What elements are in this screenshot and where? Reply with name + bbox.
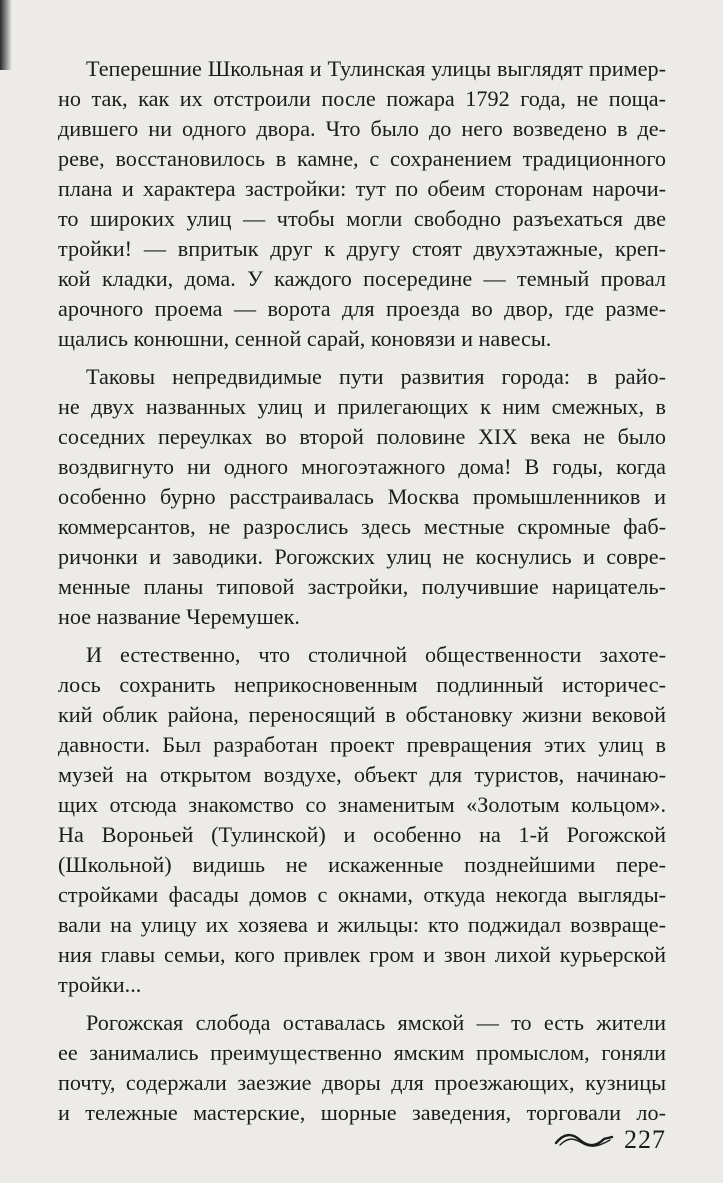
paragraph-gap <box>58 1000 666 1008</box>
text-line: На Вороньей (Тулинской) и особенно на 1-й Рогожской <box>58 822 666 847</box>
paragraph-gap <box>58 354 666 362</box>
page-number: 227 <box>624 1125 666 1154</box>
text-line: лось сохранить неприкосновенным подлинный историчес- <box>58 672 666 697</box>
text-line: плана и характера застройки: тут по обеим сторонам нарочи- <box>58 176 666 201</box>
paragraph <box>58 1008 666 1128</box>
text-line: музей на открытом воздухе, объект для туристов, начинаю- <box>58 762 666 787</box>
paragraph-gap <box>58 632 666 640</box>
text-line: не двух названных улиц и прилегающих к ним смежных, в <box>58 394 666 419</box>
text-line: коммерсантов, не разрослись здесь местные скромные фаб- <box>58 514 666 539</box>
paragraph <box>58 362 666 632</box>
text-line: кий облик района, переносящий в обстановку жизни вековой <box>58 702 666 727</box>
text-line: И естественно, что столичной общественности захоте- <box>86 642 666 667</box>
text-line: вали на улицу их хозяева и жильцы: кто поджидал возвраще- <box>58 912 666 937</box>
text-line: Таковы непредвидимые пути развития города: в райо- <box>86 364 666 389</box>
text-line: реве, восстановилось в камне, с сохранением традиционного <box>58 146 666 171</box>
page-footer <box>540 1120 666 1160</box>
text-line: менные планы типовой застройки, получившие нарицатель- <box>58 574 666 599</box>
text-line: дившего ни одного двора. Что было до него возведено в де- <box>58 116 666 141</box>
text-line: стройками фасады домов с окнами, откуда некогда выгляды- <box>58 882 666 907</box>
text-line: давности. Был разработан проект превращения этих улиц в <box>58 732 666 757</box>
text-line: щих отсюда знакомство со знаменитым «Золотым кольцом». <box>58 792 666 817</box>
text-line: воздвигнуто ни одного многоэтажного дома! В годы, когда <box>58 454 666 479</box>
text-line: (Школьной) видишь не искаженные позднейшими пере- <box>58 852 666 877</box>
text-line: тройки! — впритык друг к другу стоят двухэтажные, креп- <box>58 236 666 261</box>
text-line: но так, как их отстроили после пожара 1792 года, не поща- <box>58 86 666 111</box>
wave-ornament-icon <box>554 1131 614 1149</box>
text-line: арочного проема — ворота для проезда во двор, где разме- <box>58 296 666 321</box>
text-line: почту, содержали заезжие дворы для проезжающих, кузницы <box>58 1070 666 1095</box>
text-line: особенно бурно расстраивалась Москва промышленников и <box>58 484 666 509</box>
book-text <box>58 54 666 1128</box>
text-line: Рогожская слобода оставалась ямской — то есть жители <box>86 1010 666 1035</box>
paragraph <box>58 54 666 354</box>
text-line: то широких улиц — чтобы могли свободно разъехаться две <box>58 206 666 231</box>
text-line: и тележные мастерские, шорные заведения, торговали ло- <box>58 1100 666 1125</box>
text-line: ния главы семьи, кого привлек гром и звон лихой курьерской <box>58 942 666 967</box>
text-line: ричонки и заводики. Рогожских улиц не коснулись и совре- <box>58 544 666 569</box>
text-line: ее занимались преимущественно ямским промыслом, гоняли <box>58 1040 666 1065</box>
page-edge-shadow <box>0 0 12 70</box>
text-line: щались конюшни, сенной сарай, коновязи и навесы. <box>58 326 552 351</box>
paragraph <box>58 640 666 1000</box>
text-line: тройки... <box>58 972 142 997</box>
text-line: ное название Черемушек. <box>58 604 300 629</box>
text-line: соседних переулках во второй половине XIX века не было <box>58 424 666 449</box>
text-line: Теперешние Школьная и Тулинская улицы выглядят пример- <box>86 56 666 81</box>
text-line: кой кладки, дома. У каждого посередине — темный провал <box>58 266 666 291</box>
